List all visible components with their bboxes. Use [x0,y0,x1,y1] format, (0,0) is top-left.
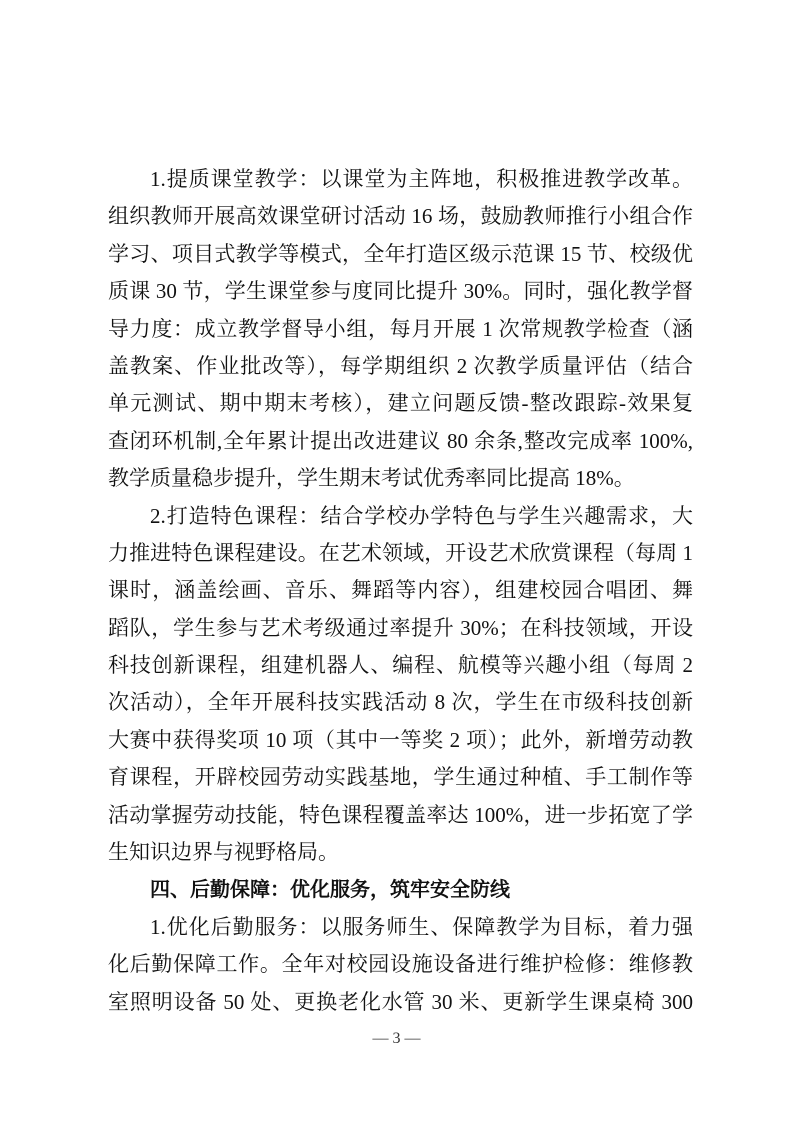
text-line: 蹈队，学生参与艺术考级通过率提升 30%；在科技领域，开设 [108,615,693,640]
text-line: 四、后勤保障：优化服务，筑牢安全防线 [150,877,510,902]
text-line: 室照明设备 50 处、更换老化水管 30 米、更新学生课桌椅 300 [108,989,693,1014]
text-line: 组织教师开展高效课堂研讨活动 16 场，鼓励教师推行小组合作 [108,204,693,229]
text-line: 力推进特色课程建设。在艺术领域，开设艺术欣赏课程（每周 1 [108,540,693,565]
text-line: 生知识边界与视野格局。 [108,840,339,865]
text-line: 科技创新课程，组建机器人、编程、航模等兴趣小组（每周 2 [108,653,693,678]
text-line: 次活动），全年开展科技实践活动 8 次，学生在市级科技创新 [108,690,693,715]
text-line: 1.优化后勤服务：以服务师生、保障教学为目标，着力强 [150,914,693,939]
text-line: 大赛中获得奖项 10 项（其中一等奖 2 项）；此外，新增劳动教 [108,727,693,752]
text-line: 1.提质课堂教学：以课堂为主阵地，积极推进教学改革。 [150,167,693,191]
text-line: 单元测试、期中期末考核），建立问题反馈-整改跟踪-效果复 [108,391,693,416]
text-line: 2.打造特色课程：结合学校办学特色与学生兴趣需求，大 [150,503,693,528]
text-line: 化后勤保障工作。全年对校园设施设备进行维护检修：维修教 [108,952,693,977]
text-line: 学习、项目式教学等模式，全年打造区级示范课 15 节、校级优 [108,241,693,266]
section-heading [108,871,693,908]
text-line: 育课程，开辟校园劳动实践基地，学生通过种植、手工制作等 [108,765,693,790]
text-line: 课时，涵盖绘画、音乐、舞蹈等内容），组建校园合唱团、舞 [108,578,693,603]
paragraph [108,161,693,498]
paragraph [108,498,693,872]
document-body [108,161,693,1021]
text-line: 盖教案、作业批改等），每学期组织 2 次教学质量评估（结合 [108,353,693,378]
text-line: 教学质量稳步提升，学生期末考试优秀率同比提高 18%。 [108,466,635,491]
text-line: 查闭环机制,全年累计提出改进建议 80 余条,整改完成率 100%, [108,428,693,453]
text-line: 质课 30 节，学生课堂参与度同比提升 30%。同时，强化教学督 [108,279,693,304]
text-line: 导力度：成立教学督导小组，每月开展 1 次常规教学检查（涵 [108,316,693,341]
paragraph [108,909,693,1021]
page-number: — 3 — [372,1030,421,1047]
text-line: 活动掌握劳动技能，特色课程覆盖率达 100%，进一步拓宽了学 [108,802,693,827]
